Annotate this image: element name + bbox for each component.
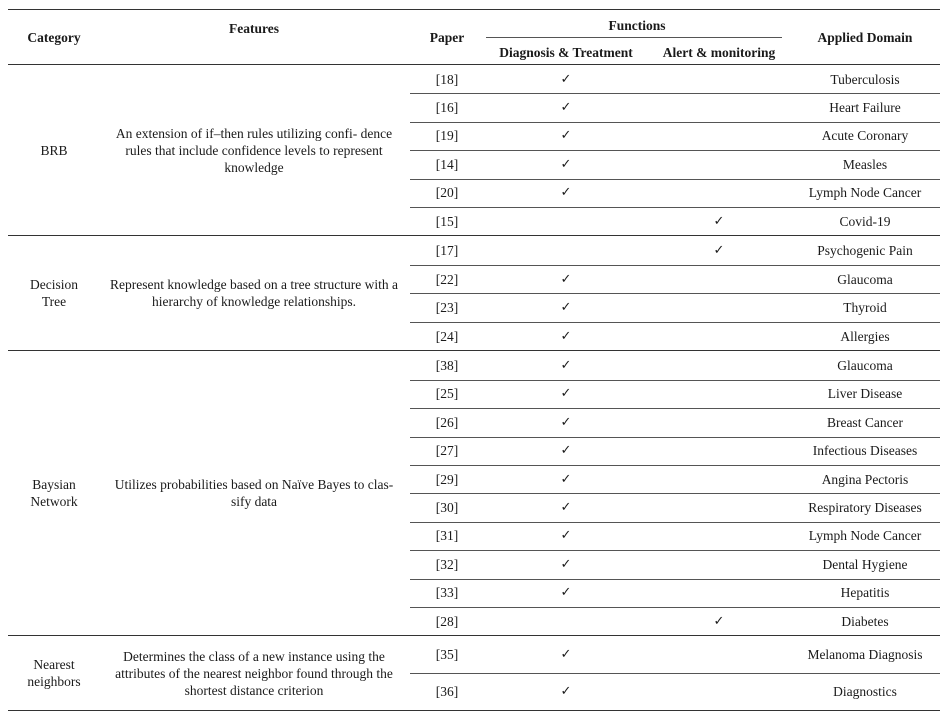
header-paper: Paper [429, 29, 465, 45]
check-icon-diagnosis: ✓ [560, 443, 572, 459]
paper-ref: [31] [435, 528, 459, 544]
check-icon-diagnosis: ✓ [560, 528, 572, 544]
header-alert-monitoring: Alert & monitoring [662, 44, 776, 60]
check-icon-diagnosis: ✓ [560, 328, 572, 344]
applied-domain: Angina Pectoris [821, 471, 909, 487]
table-bottom-rule [8, 710, 940, 711]
applied-domain: Diabetes [841, 613, 889, 629]
header-features: Features [229, 20, 279, 36]
features-description: Represent knowledge based on a tree structure with a hierarchy of knowledge relationships. [110, 277, 398, 310]
paper-ref: [16] [435, 100, 459, 116]
applied-domain: Lymph Node Cancer [808, 185, 922, 201]
check-icon-diagnosis: ✓ [560, 300, 572, 316]
applied-domain: Measles [842, 156, 888, 172]
applied-domain: Infectious Diseases [812, 443, 918, 459]
check-icon-diagnosis: ✓ [560, 271, 572, 287]
applied-domain: Breast Cancer [826, 414, 904, 430]
check-icon-diagnosis: ✓ [560, 128, 572, 144]
paper-ref: [22] [435, 271, 459, 287]
applied-domain: Diagnostics [833, 684, 897, 700]
applied-domain: Dental Hygiene [822, 556, 908, 572]
check-icon-diagnosis: ✓ [560, 500, 572, 516]
paper-ref: [24] [435, 328, 459, 344]
applied-domain: Heart Failure [829, 100, 901, 116]
paper-ref: [27] [435, 443, 459, 459]
paper-ref: [26] [435, 414, 459, 430]
check-icon-alert: ✓ [713, 243, 725, 259]
applied-domain: Hepatitis [840, 585, 890, 601]
category-label: Decision Tree [30, 277, 78, 310]
check-icon-diagnosis: ✓ [560, 185, 572, 201]
paper-ref: [14] [435, 156, 459, 172]
paper-ref: [19] [435, 128, 459, 144]
check-icon-diagnosis: ✓ [560, 414, 572, 430]
header-applied-domain: Applied Domain [817, 29, 913, 45]
applied-domain: Thyroid [843, 300, 887, 316]
paper-ref: [35] [435, 647, 459, 663]
paper-ref: [30] [435, 500, 459, 516]
category-label: BRB [40, 142, 68, 158]
header-category: Category [27, 29, 81, 45]
check-icon-diagnosis: ✓ [560, 585, 572, 601]
applied-domain: Melanoma Diagnosis [807, 647, 923, 663]
applied-domain: Tuberculosis [830, 71, 900, 87]
check-icon-diagnosis: ✓ [560, 100, 572, 116]
functions-rule [486, 37, 782, 38]
applied-domain: Lymph Node Cancer [808, 528, 922, 544]
header-functions: Functions [608, 17, 666, 33]
paper-ref: [33] [435, 585, 459, 601]
check-icon-diagnosis: ✓ [560, 647, 572, 663]
paper-ref: [20] [435, 185, 459, 201]
check-icon-diagnosis: ✓ [560, 156, 572, 172]
paper-ref: [15] [435, 213, 459, 229]
check-icon-diagnosis: ✓ [560, 386, 572, 402]
applied-domain: Covid-19 [839, 213, 891, 229]
check-icon-diagnosis: ✓ [560, 471, 572, 487]
header-diagnosis-treatment: Diagnosis & Treatment [499, 44, 633, 60]
applied-domain: Acute Coronary [821, 128, 909, 144]
category-label: Nearest neighbors [27, 657, 81, 690]
applied-domain: Psychogenic Pain [817, 243, 913, 259]
applied-domain: Liver Disease [827, 386, 903, 402]
paper-ref: [25] [435, 386, 459, 402]
applied-domain: Glaucoma [837, 358, 893, 374]
paper-ref: [32] [435, 556, 459, 572]
applied-domain: Respiratory Diseases [808, 500, 922, 516]
category-label: Baysian Network [30, 477, 78, 510]
paper-ref: [17] [435, 243, 459, 259]
paper-ref: [29] [435, 471, 459, 487]
paper-ref: [36] [435, 684, 459, 700]
paper-ref: [18] [435, 71, 459, 87]
check-icon-diagnosis: ✓ [560, 556, 572, 572]
applied-domain: Glaucoma [837, 271, 893, 287]
paper-ref: [23] [435, 300, 459, 316]
features-description: An extension of if–then rules utilizing confi- dence rules that include confidence levels to represent knowledge [115, 125, 393, 175]
check-icon-alert: ✓ [713, 213, 725, 229]
applied-domain: Allergies [840, 328, 890, 344]
check-icon-alert: ✓ [713, 613, 725, 629]
paper-ref: [38] [435, 358, 459, 374]
paper-ref: [28] [435, 613, 459, 629]
features-description: Utilizes probabilities based on Naïve Bayes to clas- sify data [114, 477, 394, 510]
features-description: Determines the class of a new instance using the attributes of the nearest neighbor found through the shortest distance criterion [115, 648, 393, 698]
check-icon-diagnosis: ✓ [560, 71, 572, 87]
check-icon-diagnosis: ✓ [560, 684, 572, 700]
check-icon-diagnosis: ✓ [560, 358, 572, 374]
